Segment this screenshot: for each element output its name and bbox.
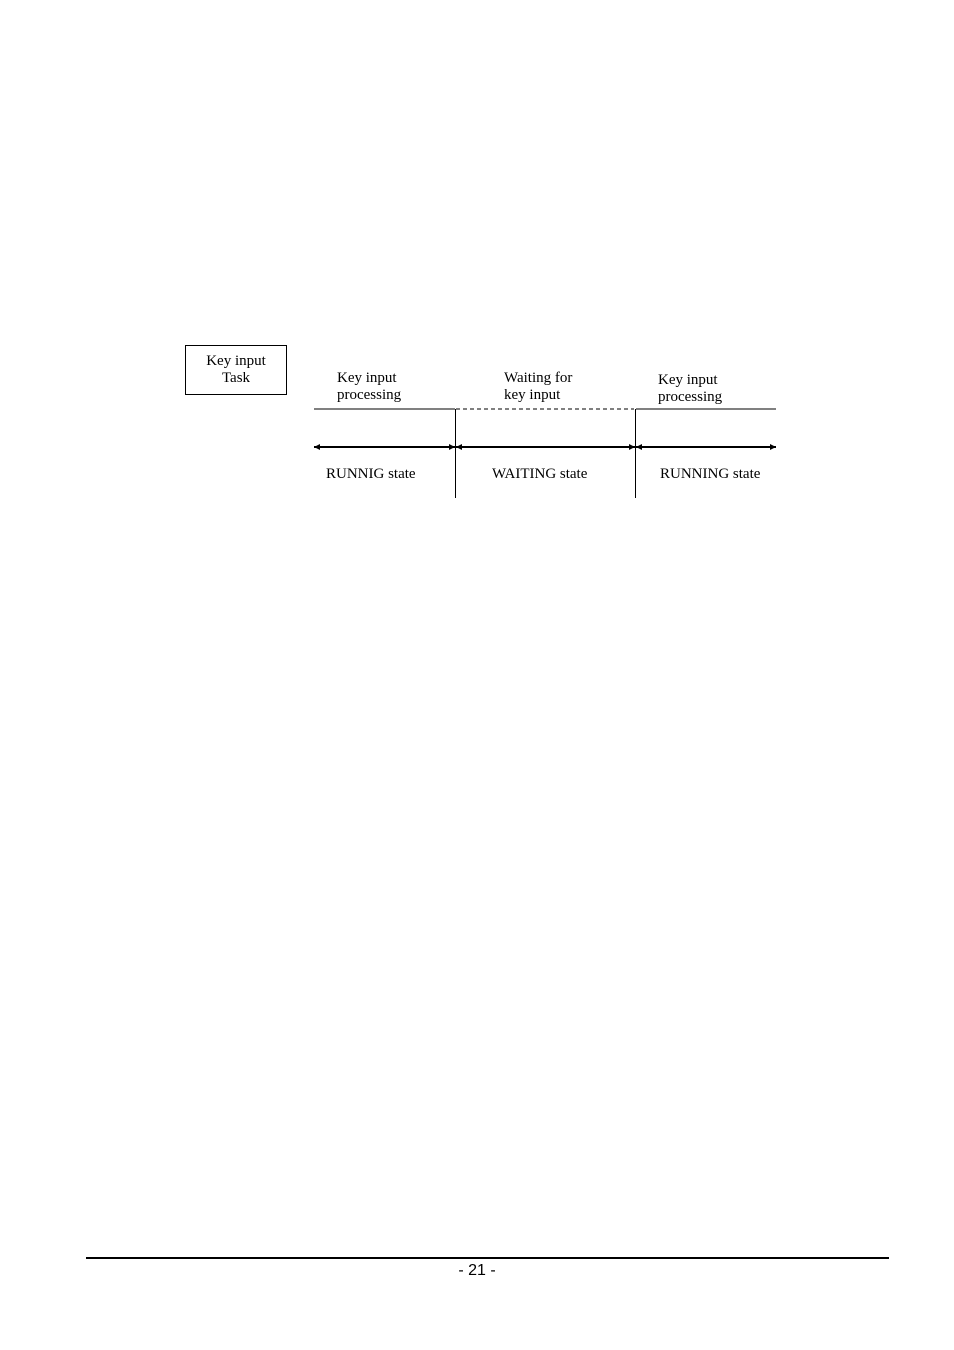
phase-3-line2: processing	[658, 389, 723, 405]
state-label-2: WAITING state	[492, 466, 588, 482]
phase-1-line1: Key input	[337, 370, 397, 386]
page-number: - 21 -	[458, 1262, 496, 1279]
phase-3-line1: Key input	[658, 372, 718, 388]
task-box-line2: Task	[221, 370, 251, 386]
phase-2-line2: key input	[504, 387, 561, 403]
state-label-1: RUNNIG state	[326, 466, 416, 482]
task-box-line1: Key input	[206, 353, 266, 369]
phase-1-line2: processing	[337, 387, 402, 403]
phase-2-line1: Waiting for	[504, 370, 573, 386]
state-label-3: RUNNING state	[660, 466, 761, 482]
footer-divider	[86, 1257, 889, 1259]
